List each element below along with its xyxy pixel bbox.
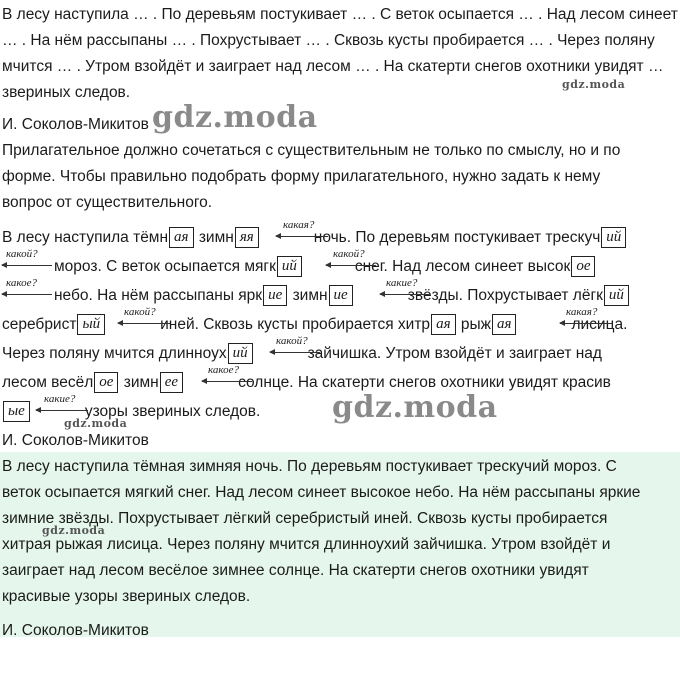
analysis-text: зимн (123, 374, 159, 391)
answer-line-6: красивые узоры звериных следов. (2, 588, 251, 605)
question-arrow (2, 294, 52, 295)
ending-box: ая (431, 314, 455, 335)
analysis-row-6 (2, 370, 611, 396)
watermark-large: gdz.moda (332, 390, 498, 425)
analysis-text: зимн (198, 229, 234, 246)
analysis-text: зайчишка. Утром взойдёт и заиграет над (307, 345, 602, 362)
question-label: какое? (208, 364, 239, 376)
analysis-text: мороз. С веток осыпается мягк (54, 258, 276, 275)
analysis-row-4 (2, 312, 627, 338)
ending-box: ое (571, 256, 595, 277)
analysis-text: узоры звериных следов. (84, 403, 261, 420)
answer-line-2: веток осыпается мягкий снег. Над лесом синеет высокое небо. На нём рассыпаны яркие (2, 484, 641, 501)
ending-box: ий (601, 227, 626, 248)
ending-box: ий (604, 285, 629, 306)
ending-box: ая (169, 227, 193, 248)
watermark-large: gdz.moda (152, 100, 318, 135)
answer-line-5: заиграет над лесом весёлое зимнее солнце. На скатерти снегов охотники увидят (2, 562, 589, 579)
question-label: какой? (276, 335, 308, 347)
answer-line-4: хитрая рыжая лисица. Через поляну мчится длинноухий зайчишка. Утром взойдёт и (2, 536, 611, 553)
analysis-text: рыж (460, 316, 491, 333)
ending-box: ое (94, 372, 118, 393)
question-arrow (276, 236, 328, 237)
ending-box: ий (277, 256, 302, 277)
analysis-text: зимн (292, 287, 328, 304)
question-label: какие? (44, 393, 76, 405)
analysis-text: небо. На нём рассыпаны ярк (54, 287, 263, 304)
analysis-text: серебрист (2, 316, 77, 333)
answer-line-3: зимние звёзды. Похрустывает лёгкий серебристый иней. Сквозь кусты пробирается (2, 510, 608, 527)
task-author: И. Соколов-Микитов (2, 116, 149, 133)
question-label: какой? (333, 248, 365, 260)
ending-box: яя (235, 227, 259, 248)
question-label: какой? (6, 248, 38, 260)
analysis-text: В лесу наступила тёмн (2, 229, 169, 246)
question-arrow (326, 265, 376, 266)
analysis-text: лесом весёл (2, 374, 94, 391)
question-label: какие? (386, 277, 418, 289)
question-arrow (560, 323, 612, 324)
rule-line-1: Прилагательное должно сочетаться с существительным не только по смыслу, но и по (2, 142, 621, 159)
analysis-text: снег. Над лесом синеет высок (354, 258, 571, 275)
watermark-small: gdz.moda (42, 524, 106, 537)
watermark-small: gdz.moda (562, 78, 626, 91)
question-label: какая? (283, 219, 315, 231)
question-arrow (36, 410, 88, 411)
question-arrow (202, 381, 252, 382)
task-line-1: В лесу наступила … . По деревьям постукивает … . С веток осыпается … . Над лесом синеет (2, 6, 678, 23)
analysis-text: иней. Сквозь кусты пробирается хитр (160, 316, 431, 333)
analysis-text: Через поляну мчится длинноух (2, 345, 227, 362)
task-line-3: мчится … . Утром взойдёт и заиграет над лесом … . На скатерти снегов охотники увидят … (2, 58, 664, 75)
watermark-small: gdz.moda (64, 417, 128, 430)
question-label: какой? (124, 306, 156, 318)
task-line-2: … . На нём рассыпаны … . Похрустывает … . Сквозь кусты пробирается … . Через поляну (2, 32, 655, 49)
ending-box: ее (160, 372, 183, 393)
rule-line-2: форме. Чтобы правильно подобрать форму прилагательного, нужно задать к нему (2, 168, 601, 185)
question-arrow (2, 265, 52, 266)
analysis-text: ночь. По деревьям постукивает трескуч (313, 229, 601, 246)
question-arrow (118, 323, 170, 324)
question-label: какое? (6, 277, 37, 289)
analysis-text: солнце. На скатерти снегов охотники увидят красив (238, 374, 611, 391)
ending-box: ый (77, 314, 105, 335)
analysis-text: звёзды. Похрустывает лёгк (407, 287, 603, 304)
answer-line-1: В лесу наступила тёмная зимняя ночь. По деревьям постукивает трескучий мороз. С (2, 458, 617, 475)
question-arrow (380, 294, 430, 295)
ending-box: ая (492, 314, 516, 335)
question-arrow (270, 352, 320, 353)
rule-line-3: вопрос от существительного. (2, 194, 213, 211)
analysis-row-1 (2, 225, 627, 251)
analysis-author: И. Соколов-Микитов (2, 432, 149, 449)
ending-box: ий (228, 343, 253, 364)
ending-box: ие (263, 285, 287, 306)
question-label: какая? (566, 306, 598, 318)
analysis-row-3 (2, 283, 630, 309)
analysis-row-2 (2, 254, 596, 280)
ending-box: ые (3, 401, 30, 422)
answer-author: И. Соколов-Микитов (2, 622, 149, 639)
task-line-4: звериных следов. (2, 84, 131, 101)
analysis-text: лисица. (571, 316, 628, 333)
ending-box: ие (329, 285, 353, 306)
